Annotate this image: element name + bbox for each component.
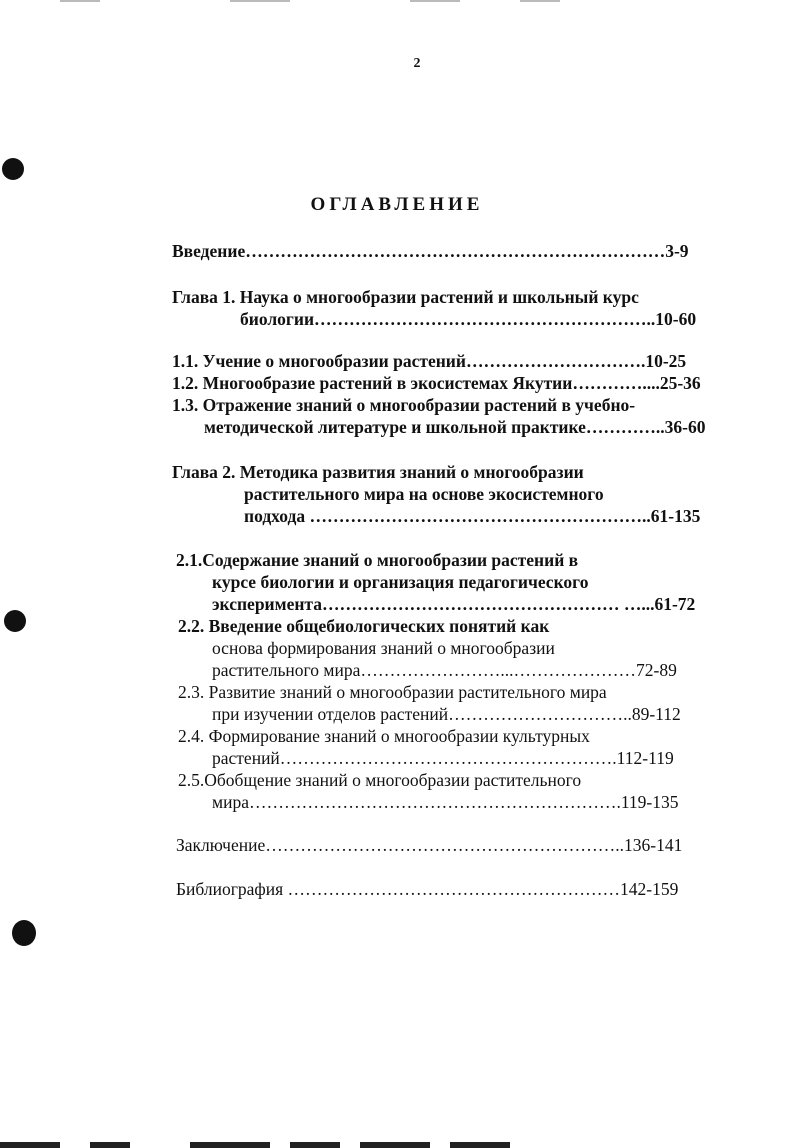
toc-section-2-5-line-1: 2.5.Обобщение знаний о многообразии растительного	[178, 770, 582, 790]
toc-section-2-1-line-2: курсе биологии и организация педагогического	[212, 572, 589, 592]
scan-bottom-edge	[0, 1140, 794, 1148]
toc-chapter-2-line-2: растительного мира на основе экосистемного	[244, 484, 604, 504]
toc-section-1-3-line-2: методической литературе и школьной практике…………..36-60	[204, 417, 706, 437]
toc-section-2-5-line-2: мира……………………………………………………….119-135	[212, 792, 679, 812]
toc-section-2-3-line-2: при изучении отделов растений…………………………..89-112	[212, 704, 681, 724]
page-number: 2	[413, 56, 421, 71]
toc-entry-intro: Введение………………………………………………………………3-9	[172, 241, 689, 261]
toc-section-2-3-line-1: 2.3. Развитие знаний о многообразии растительного мира	[178, 682, 607, 702]
toc-chapter-1-line-2: биологии…………………………………………………..10-60	[240, 309, 697, 329]
binder-hole-middle	[4, 610, 26, 632]
toc-chapter-2-line-3: подхода …………………………………………………..61-135	[244, 506, 701, 526]
toc-entry-bibliography: Библиография …………………………………………………142-159	[176, 879, 679, 899]
toc-chapter-2-line-1: Глава 2. Методика развития знаний о многообразии	[172, 462, 584, 482]
toc-section-2-2-line-2: основа формирования знаний о многообразии	[212, 638, 555, 658]
toc-chapter-1-line-1: Глава 1. Наука о многообразии растений и школьный курс	[172, 287, 639, 307]
toc-section-1-2: 1.2. Многообразие растений в экосистемах Якутии…………....25-36	[172, 373, 701, 393]
toc-section-2-4-line-2: растений………………………………………………….112-119	[212, 748, 674, 768]
toc-section-2-2-line-3: растительного мира……………………...…………………72-89	[212, 660, 677, 680]
toc-title: ОГЛАВЛЕНИЕ	[310, 194, 484, 215]
toc-section-1-3-line-1: 1.3. Отражение знаний о многообразии растений в учебно-	[172, 395, 636, 415]
binder-hole-top	[2, 158, 24, 180]
toc-section-2-1-line-1: 2.1.Содержание знаний о многообразии растений в	[176, 550, 579, 570]
binder-hole-bottom	[12, 920, 36, 946]
toc-section-1-1: 1.1. Учение о многообразии растений………………………….10-25	[172, 351, 687, 371]
toc-section-2-4-line-1: 2.4. Формирование знаний о многообразии культурных	[178, 726, 590, 746]
toc-section-2-1-line-3: эксперимента…………………………………………… …...61-72	[212, 594, 696, 614]
toc-section-2-2-line-1: 2.2. Введение общебиологических понятий как	[178, 616, 550, 636]
toc-entry-conclusion: Заключение……………………………………………………..136-141	[176, 835, 683, 855]
